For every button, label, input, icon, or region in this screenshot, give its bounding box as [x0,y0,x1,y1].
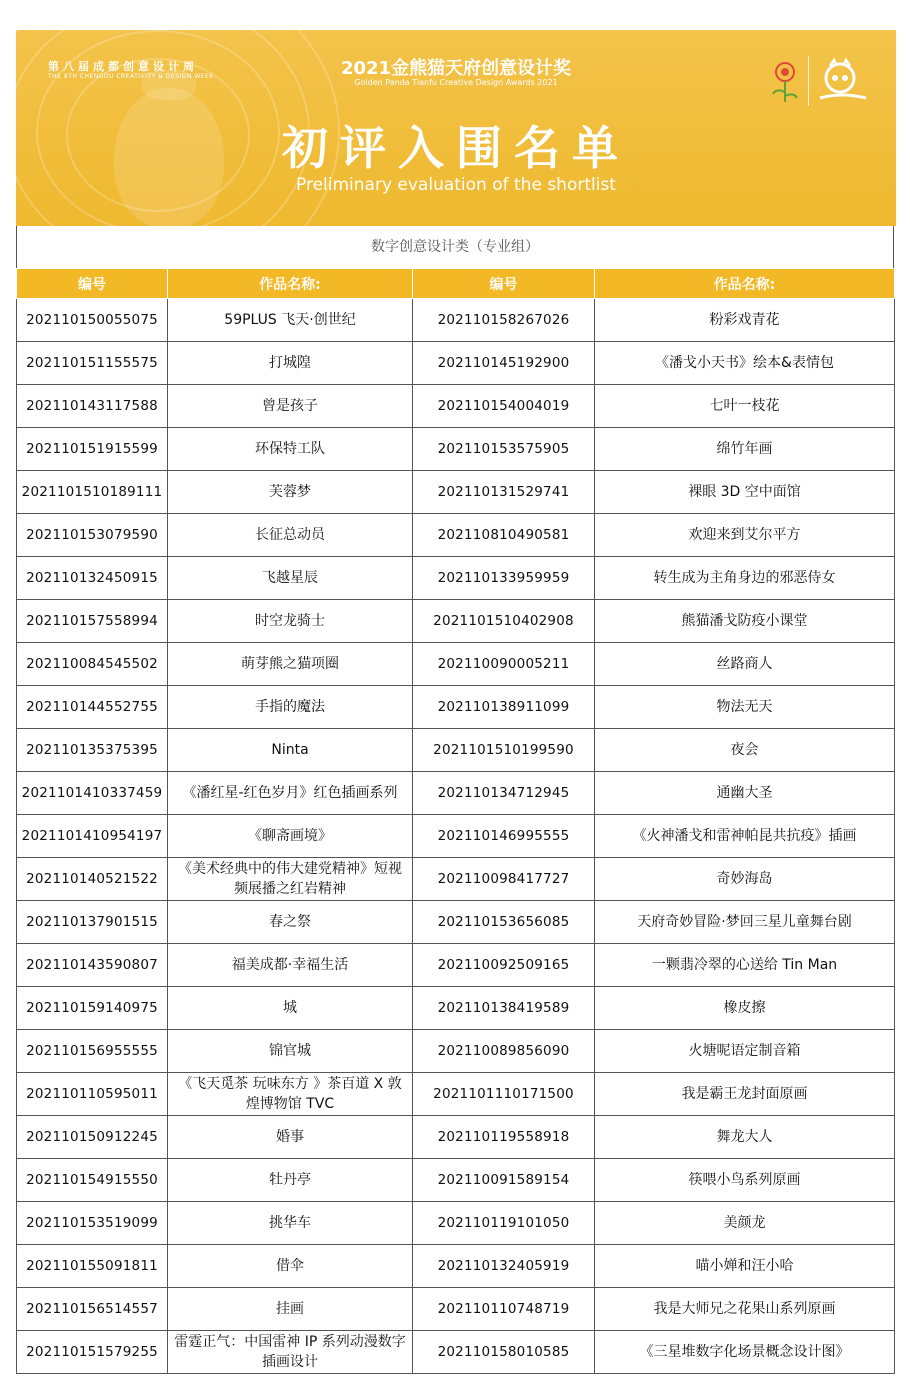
entry-id-cell: 202110153519099 [17,1202,168,1245]
entry-id-cell: 202110153656085 [413,901,595,944]
work-name-cell: 橡皮擦 [595,987,895,1030]
entry-id-cell: 202110138911099 [413,686,595,729]
entry-id-cell: 202110092509165 [413,944,595,987]
entry-id-cell: 202110133959959 [413,557,595,600]
work-name-cell: 挑华车 [168,1202,413,1245]
work-name-cell: 锦官城 [168,1030,413,1073]
table-row [17,471,895,514]
work-name-cell: Ninta [168,729,413,772]
entry-id-cell: 202110154004019 [413,385,595,428]
entry-id-cell: 202110153575905 [413,428,595,471]
shortlist-table [16,268,895,1374]
work-name-cell: 天府奇妙冒险·梦回三星儿童舞台剧 [595,901,895,944]
entry-id-cell: 2021101410954197 [17,815,168,858]
award-subtitle: Golden Panda Tianfu Creative Design Awards 2021 [354,78,558,87]
work-name-cell: 牡丹亭 [168,1159,413,1202]
entry-id-cell: 202110159140975 [17,987,168,1030]
work-name-cell: 《潘戈小天书》绘本&表情包 [595,342,895,385]
work-name-cell: 我是霸王龙封面原画 [595,1073,895,1116]
table-row [17,1030,895,1073]
entry-id-cell: 202110145192900 [413,342,595,385]
work-name-cell: 奇妙海岛 [595,858,895,901]
entry-id-cell: 202110158010585 [413,1331,595,1374]
work-name-cell: 长征总动员 [168,514,413,557]
entry-id-cell: 202110110595011 [17,1073,168,1116]
flower-logo-icon [768,60,802,106]
entry-id-cell: 202110156955555 [17,1030,168,1073]
entry-id-cell: 2021101510402908 [413,600,595,643]
table-row [17,299,895,342]
work-name-cell: 春之祭 [168,901,413,944]
entry-id-cell: 2021101510189111 [17,471,168,514]
logo-divider [808,56,809,106]
table-header-row [17,269,895,299]
table-row [17,901,895,944]
entry-id-cell: 202110131529741 [413,471,595,514]
entry-id-cell: 2021101110171500 [413,1073,595,1116]
table-row [17,1331,895,1374]
entry-id-cell: 202110090005211 [413,643,595,686]
work-name-cell: 萌芽熊之猫项圈 [168,643,413,686]
entry-id-cell: 202110143590807 [17,944,168,987]
work-name-cell: 筷喂小鸟系列原画 [595,1159,895,1202]
work-name-cell: 《火神潘戈和雷神帕昆共抗疫》插画 [595,815,895,858]
work-name-cell: 《飞天觅茶 玩味东方 》茶百道 X 敦煌博物馆 TVC [168,1073,413,1116]
entry-id-cell: 202110135375395 [17,729,168,772]
entry-id-cell: 202110158267026 [413,299,595,342]
entry-id-cell: 202110084545502 [17,643,168,686]
work-name-cell: 喵小婵和汪小哈 [595,1245,895,1288]
work-name-cell: 《潘红星-红色岁月》红色插画系列 [168,772,413,815]
work-name-cell: 手指的魔法 [168,686,413,729]
entry-id-cell: 202110810490581 [413,514,595,557]
entry-id-cell: 202110150055075 [17,299,168,342]
table-row [17,514,895,557]
work-name-cell: 转生成为主角身边的邪恶侍女 [595,557,895,600]
work-name-cell: 物法无天 [595,686,895,729]
table-row [17,772,895,815]
table-row [17,944,895,987]
work-name-cell: 《聊斋画境》 [168,815,413,858]
table-row [17,557,895,600]
entry-id-cell: 202110140521522 [17,858,168,901]
page-title: 初评入围名单 [282,121,630,175]
entry-id-cell: 202110151579255 [17,1331,168,1374]
entry-id-cell: 202110132450915 [17,557,168,600]
work-name-cell: 借伞 [168,1245,413,1288]
table-row [17,1288,895,1331]
table-row [17,1245,895,1288]
table-row [17,600,895,643]
week-subtitle: THE 8TH CHENGDU CREATIVITY & DESIGN WEEK [48,73,214,80]
entry-id-cell: 202110137901515 [17,901,168,944]
work-name-cell: 绵竹年画 [595,428,895,471]
table-row [17,1159,895,1202]
entry-id-cell: 202110150912245 [17,1116,168,1159]
work-name-cell: 雷霆正气：中国雷神 IP 系列动漫数字插画设计 [168,1331,413,1374]
entry-id-cell: 202110119101050 [413,1202,595,1245]
work-name-cell: 裸眼 3D 空中面馆 [595,471,895,514]
entry-id-cell: 202110144552755 [17,686,168,729]
work-name-cell: 59PLUS 飞天·创世纪 [168,299,413,342]
work-name-cell: 粉彩戏青花 [595,299,895,342]
page-subtitle: Preliminary evaluation of the shortlist [296,175,616,195]
work-name-cell: 舞龙大人 [595,1116,895,1159]
work-name-cell: 熊猫潘戈防疫小课堂 [595,600,895,643]
work-name-cell: 夜会 [595,729,895,772]
table-row [17,815,895,858]
table-row [17,987,895,1030]
award-title: 2021金熊猫天府创意设计奖 [340,58,572,79]
entry-id-cell: 202110132405919 [413,1245,595,1288]
panda-cat-logo-icon [816,54,868,106]
work-name-cell: 火塘呢语定制音箱 [595,1030,895,1073]
work-name-cell: 城 [168,987,413,1030]
entry-id-cell: 202110119558918 [413,1116,595,1159]
table-row [17,342,895,385]
work-name-cell: 婚事 [168,1116,413,1159]
work-name-cell: 丝路商人 [595,643,895,686]
work-name-cell: 打城隍 [168,342,413,385]
entry-id-cell: 202110156514557 [17,1288,168,1331]
entry-id-cell: 202110146995555 [413,815,595,858]
entry-id-cell: 202110151915599 [17,428,168,471]
entry-id-cell: 202110138419589 [413,987,595,1030]
work-name-cell: 我是大师兄之花果山系列原画 [595,1288,895,1331]
entry-id-cell: 202110143117588 [17,385,168,428]
week-title: 第八届成都创意设计周 [48,60,198,73]
entry-id-cell: 202110134712945 [413,772,595,815]
category-title: 数字创意设计类（专业组） [16,226,894,268]
entry-id-cell: 202110091589154 [413,1159,595,1202]
work-name-cell: 《三星堆数字化场景概念设计图》 [595,1331,895,1374]
table-row [17,1202,895,1245]
work-name-cell: 福美成都·幸福生活 [168,944,413,987]
table-row [17,385,895,428]
header-id: 编号 [413,269,595,299]
work-name-cell: 环保特工队 [168,428,413,471]
work-name-cell: 一颗翡冷翠的心送给 Tin Man [595,944,895,987]
work-name-cell: 曾是孩子 [168,385,413,428]
entry-id-cell: 202110151155575 [17,342,168,385]
work-name-cell: 挂画 [168,1288,413,1331]
table-row [17,428,895,471]
table-row [17,1073,895,1116]
header-id: 编号 [17,269,168,299]
table-row [17,643,895,686]
work-name-cell: 芙蓉梦 [168,471,413,514]
work-name-cell: 美颜龙 [595,1202,895,1245]
entry-id-cell: 202110098417727 [413,858,595,901]
header-work-name: 作品名称: [595,269,895,299]
table-row [17,1116,895,1159]
table-row [17,686,895,729]
header-work-name: 作品名称: [168,269,413,299]
work-name-cell: 飞越星辰 [168,557,413,600]
table-row [17,858,895,901]
table-row [17,729,895,772]
work-name-cell: 欢迎来到艾尔平方 [595,514,895,557]
work-name-cell: 时空龙骑士 [168,600,413,643]
entry-id-cell: 202110153079590 [17,514,168,557]
entry-id-cell: 2021101510199590 [413,729,595,772]
work-name-cell: 《美术经典中的伟大建党精神》短视频展播之红岩精神 [168,858,413,901]
entry-id-cell: 202110154915550 [17,1159,168,1202]
entry-id-cell: 2021101410337459 [17,772,168,815]
work-name-cell: 七叶一枝花 [595,385,895,428]
entry-id-cell: 202110157558994 [17,600,168,643]
entry-id-cell: 202110110748719 [413,1288,595,1331]
header-banner [16,30,896,226]
work-name-cell: 通幽大圣 [595,772,895,815]
entry-id-cell: 202110089856090 [413,1030,595,1073]
entry-id-cell: 202110155091811 [17,1245,168,1288]
